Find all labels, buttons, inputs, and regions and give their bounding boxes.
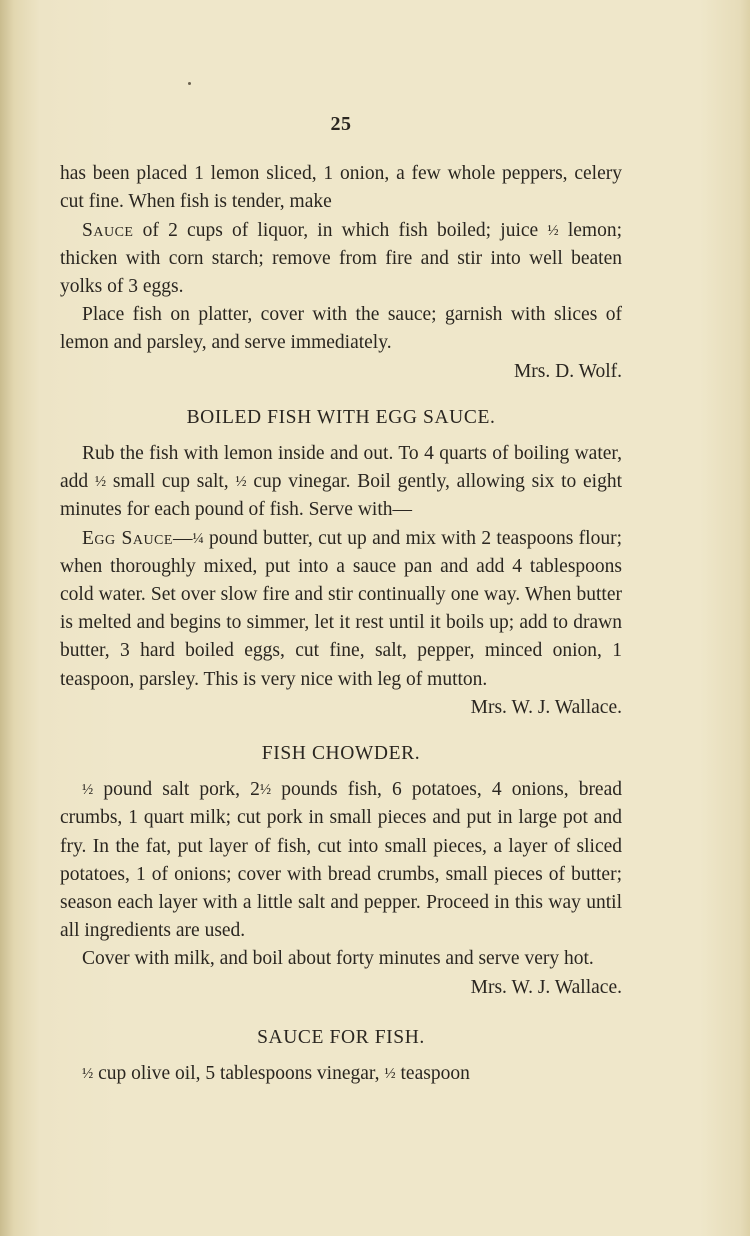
text: cup vinegar. Boil gently, allowing six to eight minutes for each pound of fish. Serve with—: [60, 471, 622, 521]
text: small cup salt,: [106, 471, 236, 493]
egg-sauce-paragraph: [60, 525, 622, 722]
sauce-text-cont: lemon; thicken with corn starch; remove from fire and stir into well beaten yolks of 3 eggs.: [60, 219, 622, 298]
fraction: ¼: [192, 530, 204, 547]
continued-text: has been placed 1 lemon sliced, 1 onion, a few whole peppers, celery cut fine. When fish is tender, make: [60, 163, 622, 213]
text: teaspoon: [395, 1063, 470, 1085]
text: cup olive oil, 5 tablespoons vinegar,: [93, 1063, 385, 1085]
sauce-paragraph: [60, 217, 622, 302]
text: pound salt pork, 2: [93, 779, 260, 801]
sauce-text: of 2 cups of liquor, in which fish boiled; juice: [133, 219, 548, 241]
page-text: [60, 110, 622, 1088]
sauce-label: Sauce: [82, 219, 134, 241]
signature: Mrs. D. Wolf.: [513, 360, 622, 382]
text: pound butter, cut up and mix with 2 teaspoons flour; when thoroughly mixed, put into a sauce pan and add 4 tablespoons cold water. Set over slow fire and stir continually one way. When butter is melted and begins to simmer, let it rest until it boils up; add to drawn butter, 3 hard boiled eggs, cut fine, salt, pepper, minced onion, 1 teaspoon, parsley. This is very nice with leg of mutton.: [60, 527, 622, 690]
recipe-title-sauce-for-fish: SAUCE FOR FISH.: [257, 1026, 425, 1048]
page-number: 25: [330, 113, 352, 135]
egg-sauce-label: Egg Sauce: [82, 527, 173, 549]
ink-speck: [188, 82, 191, 85]
signature: Mrs. W. J. Wallace.: [470, 696, 622, 718]
dash: —: [172, 527, 193, 549]
chowder-paragraph-1: [60, 776, 622, 945]
fraction: ½: [94, 474, 107, 491]
chowder-paragraph-2: [60, 945, 622, 1001]
fraction: ½: [384, 1066, 396, 1083]
fraction: ½: [547, 222, 559, 239]
fraction: ½: [235, 474, 247, 491]
fraction: ½: [82, 1066, 94, 1083]
text: pounds fish, 6 potatoes, 4 onions, bread crumbs, 1 quart milk; cut pork in small pieces and put in large pot and fry. In the fat, put layer of fish, cut into small pieces, a layer of sliced potatoes, 1 of onions; cover with bread crumbs, small pieces of butter; season each layer with a little salt and pepper. Proceed in this way until all ingredients are used.: [60, 779, 622, 942]
signature: Mrs. W. J. Wallace.: [470, 976, 622, 998]
fraction: ½: [259, 782, 272, 799]
continued-paragraph: [60, 160, 622, 216]
boiled-fish-paragraph-1: [60, 440, 622, 525]
recipe-title-fish-chowder: FISH CHOWDER.: [261, 743, 421, 765]
recipe-title-boiled-fish: BOILED FISH WITH EGG SAUCE.: [186, 406, 496, 428]
sauce-for-fish-paragraph: [60, 1060, 622, 1088]
text: Rub the fish with lemon inside and out. To 4 quarts of boiling water, add: [60, 443, 622, 493]
fraction: ½: [82, 782, 94, 799]
place-paragraph: Place fish on platter, cover with the sauce; garnish with slices of lemon and parsley, and serve immediately.: [60, 304, 622, 354]
text: Cover with milk, and boil about forty minutes and serve very hot.: [82, 948, 594, 970]
